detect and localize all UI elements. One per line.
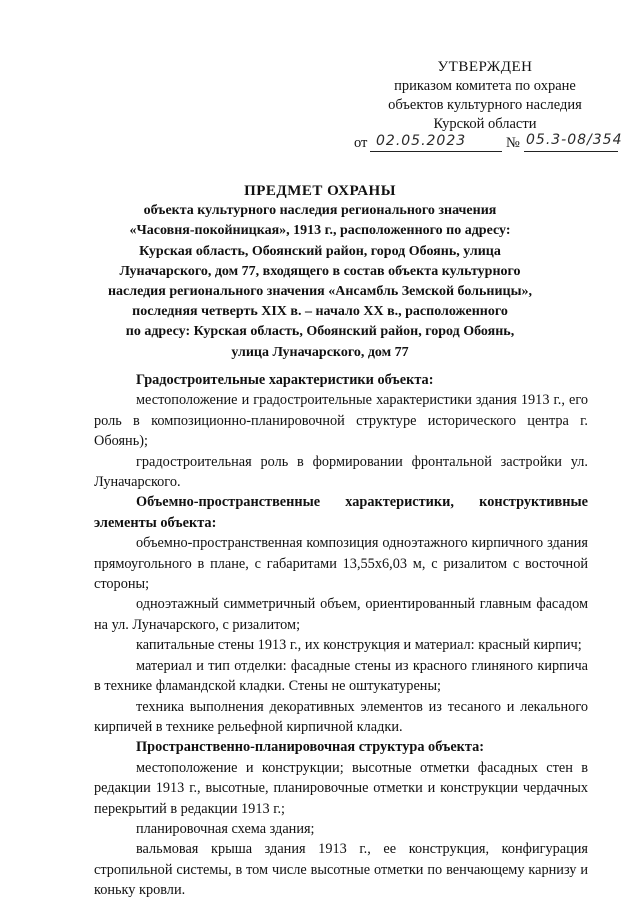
title-line: последняя четверть XIX в. – начало XX в., расположенного xyxy=(132,304,508,320)
section-heading: Градостроительные характеристики объекта: xyxy=(136,372,434,388)
section-paragraph: местоположение и градостроительные характеристики здания 1913 г., его роль в композиционно-планировочной структуре исторического центра г. Обоянь); xyxy=(94,392,588,450)
section-heading: Пространственно-планировочная структура объекта: xyxy=(136,739,485,756)
date-underline xyxy=(370,151,502,152)
approval-line: Курской области xyxy=(433,116,537,132)
title-line: наследия регионального значения «Ансамбль Земской больницы», xyxy=(107,284,533,300)
date-prefix: от xyxy=(354,135,368,151)
approval-line: приказом комитета по охране xyxy=(394,78,576,94)
approval-heading: УТВЕРЖДЕН xyxy=(437,59,533,75)
section-paragraph: объемно-пространственная композиция одноэтажного кирпичного здания прямоугольного в плане, с габаритами 13,55х6,03 м, с ризалитом с восточной стороны; xyxy=(94,535,588,593)
number-prefix: № xyxy=(506,135,520,151)
section-paragraph: градостроительная роль в формировании фронтальной застройки ул. Луначарского. xyxy=(94,453,588,491)
section-paragraph: материал и тип отделки: фасадные стены из красного глиняного кирпича в технике фламандской кладки. Стены не оштукатурены; xyxy=(94,657,588,695)
section-paragraph: местоположение и конструкции; высотные отметки фасадных стен в редакции 1913 г., высотные, планировочные отметки и конструкции чердачных перекрытий в редакции 1913 г.; xyxy=(94,759,588,817)
title-line: объекта культурного наследия регионального значения xyxy=(143,203,497,219)
section-paragraph: техника выполнения декоративных элементов из тесаного и лекального кирпичей в технике рельефной кирпичной кладки. xyxy=(94,698,588,735)
number-handwritten: 05.3-08/354 xyxy=(526,132,623,148)
section-paragraph: планировочная схема здания; xyxy=(136,820,315,837)
title-line: «Часовня-покойницкая», 1913 г., расположенного по адресу: xyxy=(129,223,511,239)
document-body xyxy=(94,370,588,901)
section-paragraph: одноэтажный симметричный объем, ориентированный главным фасадом на ул. Луначарского, с ризалитом; xyxy=(94,596,588,633)
title-line: Луначарского, дом 77, входящего в состав объекта культурного xyxy=(119,263,521,279)
approval-line: объектов культурного наследия xyxy=(388,97,582,113)
document-title: ПРЕДМЕТ ОХРАНЫ xyxy=(244,183,396,199)
approval-block xyxy=(330,58,623,154)
document-title-block xyxy=(95,181,545,363)
title-line: по адресу: Курская область, Обоянский район, город Обоянь, xyxy=(125,324,515,340)
section-paragraph: вальмовая крыша здания 1913 г., ее конструкция, конфигурация стропильной системы, в том числе высотные отметки по венчающему карнизу и коньку кровли. xyxy=(94,841,588,899)
date-handwritten: 02.05.2023 xyxy=(376,133,467,149)
title-line: улица Луначарского, дом 77 xyxy=(231,344,409,360)
section-heading: Объемно-пространственные характеристики, конструктивные элементы объекта: xyxy=(94,494,588,531)
title-line: Курская область, Обоянский район, город Обоянь, улица xyxy=(139,243,501,259)
number-underline xyxy=(524,151,618,152)
approval-date-number-row xyxy=(330,132,623,154)
section-paragraph: капитальные стены 1913 г., их конструкция и материал: красный кирпич; xyxy=(136,637,582,654)
